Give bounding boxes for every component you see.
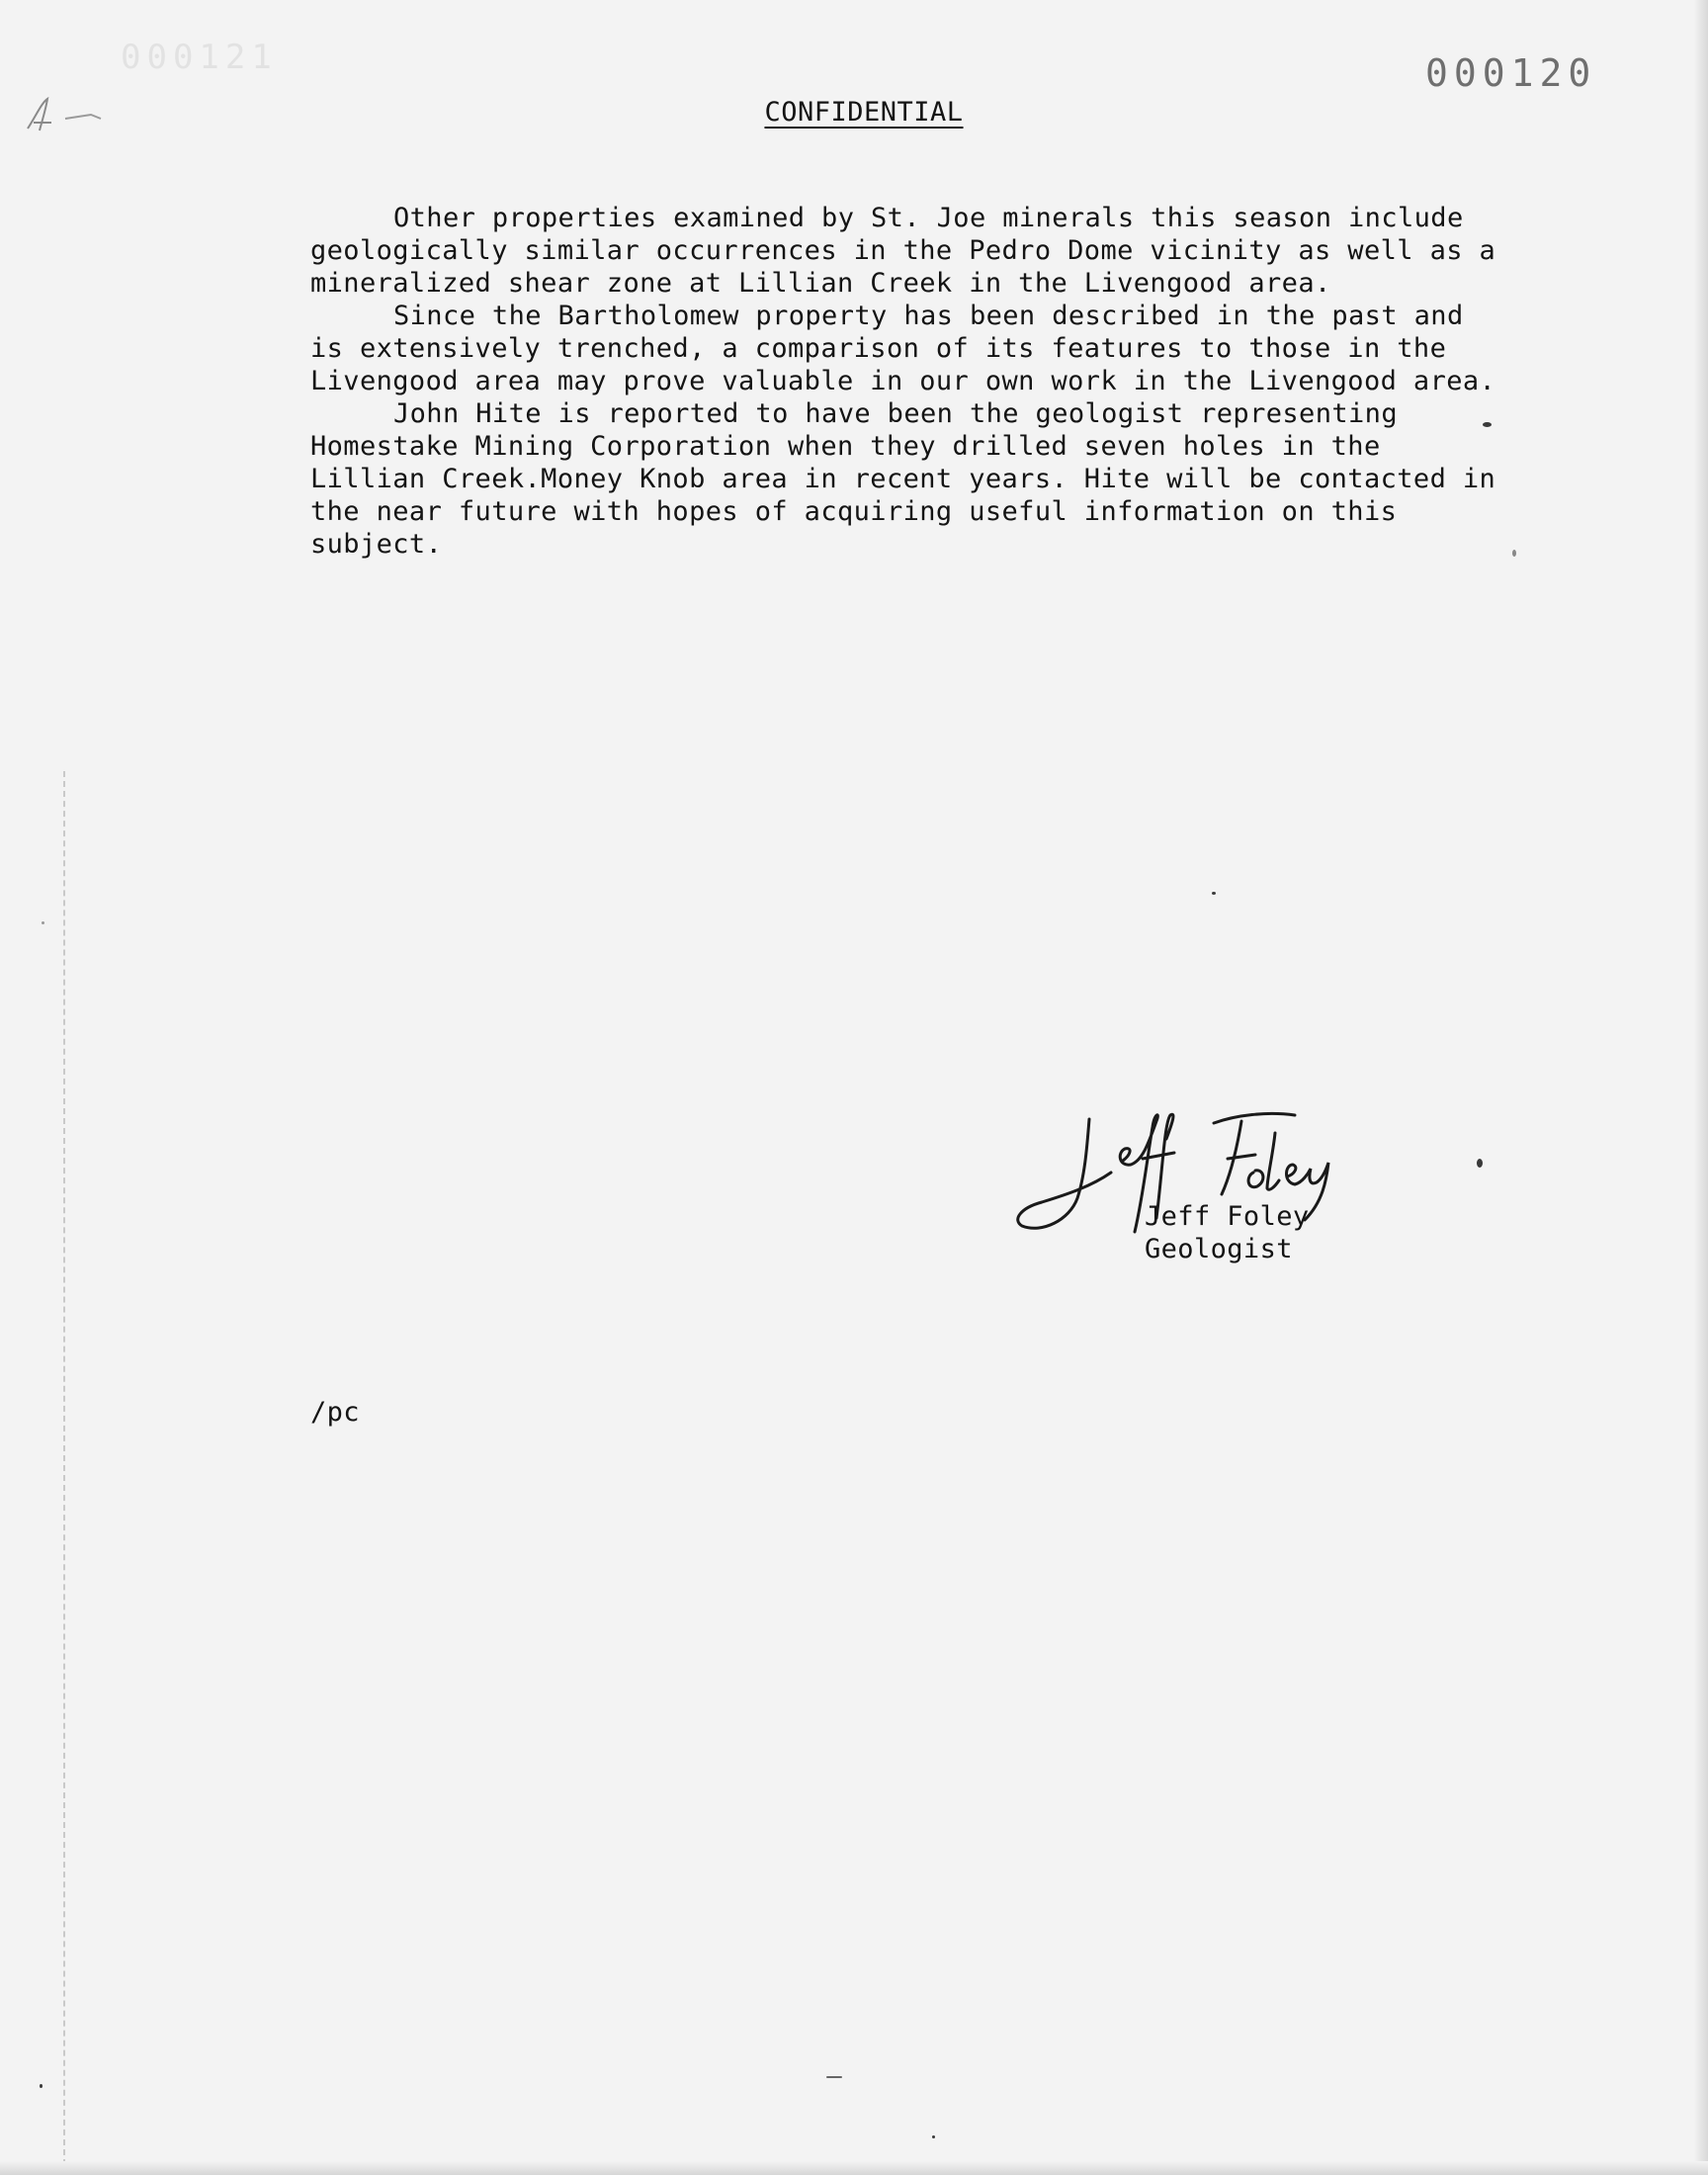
typist-initials: /pc xyxy=(310,1397,360,1428)
margin-line xyxy=(63,771,65,2165)
scan-speck xyxy=(40,2084,43,2088)
signer-title: Geologist xyxy=(1145,1234,1293,1264)
paragraph-other-properties: Other properties examined by St. Joe minerals this season include geologically similar occurrences in the Pedro Dome vicinity as well as a mineralized shear zone at Lillian Creek in the Livengood area. xyxy=(310,203,1496,299)
page-number-stamp: 000120 xyxy=(1425,51,1597,95)
paragraph-john-hite: John Hite is reported to have been the geologist representing Homestake Mining Corporation when they drilled seven holes in the Lillian Creek.Money Knob area in recent years. Hite will be contacted in the near future with hopes of acquiring useful information on this subject. xyxy=(310,398,1496,560)
confidential-heading: CONFIDENTIAL xyxy=(764,97,964,128)
scan-speck xyxy=(1212,892,1216,895)
memo-body xyxy=(310,202,1496,561)
paragraph-bartholomew-property: Since the Bartholomew property has been described in the past and is extensively trenched, a comparison of its features to those in the Livengood area may prove valuable in our own work in the Livengood area. xyxy=(310,301,1496,396)
page-bottom-edge xyxy=(0,2161,1708,2175)
scan-speck xyxy=(42,921,44,924)
scan-speck xyxy=(1512,550,1516,557)
scan-speck xyxy=(932,2135,935,2138)
bleed-through-page-number: 000121 xyxy=(121,38,278,77)
signature-block xyxy=(1145,1200,1310,1265)
scan-speck xyxy=(826,2076,842,2078)
page-edge-shadow xyxy=(1694,0,1708,2175)
signer-name: Jeff Foley xyxy=(1145,1201,1310,1232)
scan-speck xyxy=(1483,422,1492,427)
scan-speck xyxy=(1477,1159,1483,1168)
